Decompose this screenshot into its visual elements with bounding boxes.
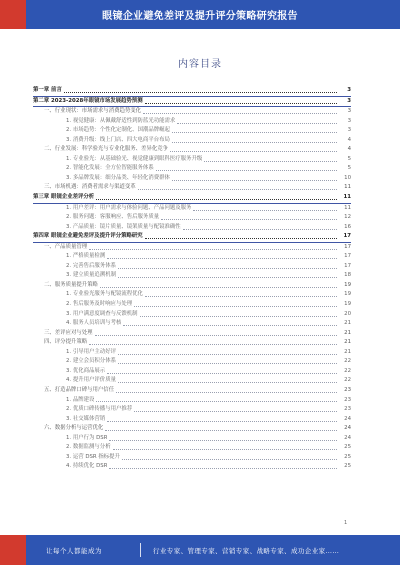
toc-entry-page: 10 [344,174,351,181]
toc-entry-title: 五、打造品牌口碑与用户信任 [44,386,115,393]
header-accent-bar [0,0,26,29]
toc-entry-title: 2. 优质口碑传播与用户推荐 [66,406,133,413]
toc-entry[interactable] [33,281,351,291]
toc-entry-page: 19 [344,301,351,308]
dot-leader [95,334,337,336]
toc-entry-title: 2. 建立会员积分体系 [66,358,116,365]
toc-entry[interactable] [33,453,351,463]
dot-leader [172,141,337,143]
toc-entry[interactable] [33,86,351,96]
dot-leader [107,257,337,259]
toc-entry[interactable] [33,376,351,386]
toc-entry-page: 24 [344,425,351,432]
dot-leader [105,429,337,431]
toc-entry[interactable] [33,271,351,281]
dot-leader [172,131,337,133]
toc-entry-title: 2. 市场趋势：个性化定制化、国潮品牌崛起 [66,127,170,134]
toc-entry-title: 3. 建立质量追溯机制 [66,272,116,279]
toc-entry-title: 1. 品牌建设 [66,396,95,403]
toc-entry-title: 2. 数据监测与分析 [66,444,111,451]
toc-entry-title: 3. 运营 DSR 指标提升 [66,453,120,460]
toc-entry[interactable] [33,405,351,415]
toc-entry-title: 六、数据分析与运营优化 [44,425,104,432]
toc-entry-title: 二、服务质量提升策略 [44,281,98,288]
toc-entry[interactable] [33,232,351,242]
toc-entry[interactable] [33,164,351,174]
toc-entry-title: 4. 持续优化 DSR [66,463,108,470]
dot-leader [143,112,337,114]
toc-entry-title: 三、市场机遇：消费者需求与渠道变革 [44,184,136,191]
toc-entry-page: 11 [344,204,351,211]
toc-entry-title: 二、行业发展：科学验光与专业化服务、差异化竞争 [44,146,168,153]
toc-entry-title: 3. 多品牌发展：细分品类、年轻化消费群体 [66,174,170,181]
toc-entry[interactable] [33,300,351,310]
dot-leader [118,353,337,355]
toc-entry-page: 25 [344,444,351,451]
toc-entry[interactable] [33,396,351,406]
toc-entry-page: 5 [347,165,351,172]
dot-leader [134,305,337,307]
toc-entry-title: 3. 社交媒体营销 [66,415,106,422]
toc-entry-page: 22 [344,367,351,374]
dot-leader [177,122,337,124]
report-title: 眼镜企业避免差评及提升评分策略研究报告 [102,11,298,22]
dot-leader [183,228,337,230]
report-header [0,0,400,29]
toc-entry[interactable] [33,107,351,117]
dot-leader [64,91,337,93]
dot-leader [118,381,337,383]
toc-entry-page: 18 [344,272,351,279]
toc-entry-page: 16 [344,223,351,230]
toc-entry[interactable] [33,243,351,253]
dot-leader [107,420,337,422]
toc-entry[interactable] [33,290,351,300]
toc-entry-page: 24 [344,415,351,422]
toc-entry[interactable] [33,367,351,377]
toc-entry-page: 17 [344,253,351,260]
dot-leader [89,343,337,345]
toc-entry-title: 4. 服务人员培训与考核 [66,320,122,327]
toc-entry-page: 25 [344,453,351,460]
dot-leader [156,169,337,171]
dot-leader [193,209,337,211]
dot-leader [145,237,337,239]
toc-entry[interactable] [33,329,351,339]
toc-entry[interactable] [33,204,351,214]
toc-entry-page: 23 [344,406,351,413]
toc-entry-page: 21 [344,339,351,346]
toc-entry-page: 17 [344,243,351,250]
toc-entry-page: 11 [343,194,351,201]
footer-accent-bar [0,535,26,565]
toc-entry-page: 24 [344,434,351,441]
toc-entry[interactable] [33,319,351,329]
toc-entry-title: 1. 引导用户主动好评 [66,348,116,355]
toc-entry[interactable] [33,348,351,358]
toc-entry-page: 3 [347,97,351,104]
toc-entry-page: 22 [344,377,351,384]
dot-leader [161,218,337,220]
report-footer [0,535,400,565]
toc-entry-page: 17 [344,262,351,269]
toc-entry[interactable] [33,424,351,434]
table-of-contents [33,86,351,472]
dot-leader [100,286,337,288]
toc-entry-page: 19 [344,281,351,288]
toc-entry-page: 21 [344,348,351,355]
footer-divider [140,543,141,557]
toc-entry-page: 4 [347,146,351,153]
toc-entry-page: 19 [344,291,351,298]
footer-tagline: 行业专家、管理专家、营销专家、战略专家、成功企业家…… [153,546,340,555]
toc-entry-page: 4 [347,136,351,143]
toc-entry-title: 1. 视觉健康：从佩戴舒适性到防蓝光功能需求 [66,117,176,124]
toc-entry-title: 3. 产品质量：镜片质量、镜架质量与配镜准确性 [66,223,181,230]
toc-entry-page: 21 [344,320,351,327]
toc-entry[interactable] [33,357,351,367]
dot-leader [107,372,337,374]
toc-entry-page: 11 [344,184,351,191]
dot-leader [122,458,337,460]
dot-leader [172,179,337,181]
toc-entry-title: 4. 提升用户评价质量 [66,377,116,384]
toc-entry[interactable] [33,145,351,155]
toc-entry-title: 1. 严格质量检测 [66,253,106,260]
dot-leader [89,248,337,250]
toc-entry-page: 17 [343,233,351,240]
toc-entry-title: 1. 专业验光服务与配镜流程优化 [66,291,143,298]
toc-entry-title: 第一章 前言 [33,87,62,93]
toc-entry-title: 2. 服务问题：客服响应、售后服务质量 [66,214,160,221]
toc-entry[interactable] [33,434,351,444]
toc-entry-title: 三、差评应对与处理 [44,329,93,336]
toc-entry-title: 2. 智能化发展：全方位智能服务体系 [66,165,154,172]
toc-entry-page: 3 [347,87,351,93]
toc-entry-page: 23 [344,386,351,393]
toc-entry-page: 22 [344,358,351,365]
dot-leader [204,160,337,162]
toc-entry[interactable] [33,386,351,396]
toc-entry-page: 3 [347,117,351,124]
toc-entry[interactable] [33,193,351,203]
toc-entry-page: 5 [347,155,351,162]
dot-leader [96,400,337,402]
dot-leader [113,448,337,450]
toc-entry[interactable] [33,262,351,272]
toc-entry-title: 1. 用户差评：用户需求与体验问题、产品问题及服务 [66,204,192,211]
toc-entry[interactable] [33,310,351,320]
footer-slogan: 让每个人都能成为 [46,546,102,555]
toc-entry-page: 25 [344,463,351,470]
dot-leader [116,391,337,393]
toc-entry[interactable] [33,223,351,233]
dot-leader [96,198,337,200]
toc-entry-title: 1. 专业验光：从基础验光、视觉健康到眼科医疗服务升级 [66,155,203,162]
page-number: 1 [344,520,348,526]
toc-entry-title: 3. 消费升级：线上门店、四大电商平台布局 [66,136,170,143]
dot-leader [118,276,337,278]
dot-leader [140,315,337,317]
toc-entry[interactable] [33,97,351,107]
toc-entry[interactable] [33,415,351,425]
toc-entry[interactable] [33,155,351,165]
toc-entry-title: 3. 优化商品展示 [66,367,106,374]
toc-heading: 内容目录 [178,59,222,70]
toc-entry[interactable] [33,443,351,453]
toc-entry[interactable] [33,117,351,127]
toc-entry-page: 3 [347,108,351,115]
toc-entry[interactable] [33,183,351,193]
toc-entry[interactable] [33,174,351,184]
dot-leader [138,188,337,190]
toc-entry-title: 第三章 眼镜企业差评分析 [33,194,95,201]
dot-leader [134,410,337,412]
toc-entry-title: 3. 用户满意度调查与反馈机制 [66,310,138,317]
toc-entry[interactable] [33,213,351,223]
toc-entry-title: 1. 用户行为 DSR [66,434,108,441]
toc-entry[interactable] [33,338,351,348]
toc-entry[interactable] [33,462,351,472]
dot-leader [170,150,337,152]
toc-entry-page: 23 [344,396,351,403]
toc-entry[interactable] [33,136,351,146]
toc-entry-title: 2. 完善售后服务体系 [66,262,116,269]
toc-entry-title: 一、行业现状：市场需求与消费趋势变化 [44,108,142,115]
dot-leader [118,362,337,364]
dot-leader [109,467,337,469]
dot-leader [145,102,337,104]
dot-leader [109,439,337,441]
toc-entry-title: 第四章 眼镜企业避免差评及提升评分策略研究 [33,233,143,240]
dot-leader [145,295,337,297]
toc-entry[interactable] [33,252,351,262]
toc-entry-title: 四、评分提升策略 [44,339,88,346]
toc-entry-page: 12 [344,214,351,221]
toc-entry-title: 一、产品质量管理 [44,243,88,250]
toc-entry-page: 21 [344,329,351,336]
toc-entry-title: 2. 售后服务及时响应与处理 [66,301,133,308]
toc-entry-page: 20 [344,310,351,317]
dot-leader [118,267,337,269]
toc-entry-title: 第二章 2023-2028年眼镜市场发展趋势预测 [33,97,143,104]
toc-entry[interactable] [33,126,351,136]
dot-leader [123,324,337,326]
toc-entry-page: 3 [347,127,351,134]
